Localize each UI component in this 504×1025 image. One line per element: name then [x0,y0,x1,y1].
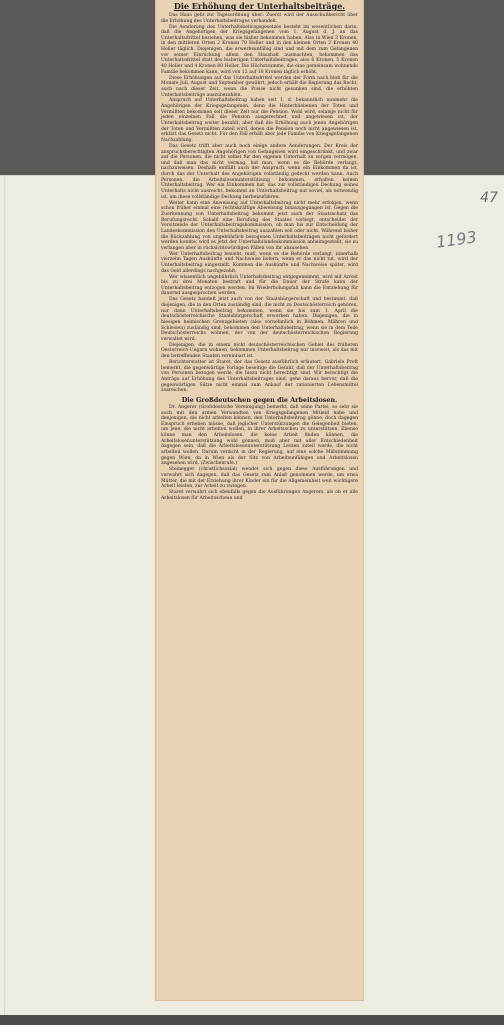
clipping-title: Die Erhöhung der Unterhaltsbeiträge. [173,1,346,11]
paragraph: Wer wissentlich ungebührlich Unterhaltsbeitrag entgegennimmt, wird mit Arrest bis zu drei Monaten bestraft und für die Dauer der Strafe kann der Unterhaltsbeitrag entzogen werden. Im Wiederholungsfall kann die Entziehung für dauernd ausgesprochen werden. [161,274,358,297]
pencil-annotation-number: 1193 [434,227,478,252]
paragraph: Berichterstatter ist Staret, der das Gesetz ausführlich erläutert. Gabriele Proft bemerkt, die gegenwärtige Vorlage beseitige die Gefahr, daß der Unterhaltsbeitrag von Personen bezogen werde, die hiezu nicht berechtigt sind. Wir berechtigt die Anträge auf Erhöhung des Unterhaltsbeitrages sind, gehe daraus hervor, daß die gegenwärtigen Sätze nicht einmal zum Ankauf der rationierten Lebensmittel ausreichen. [161,359,358,394]
paragraph: Das Haus geht zur Tagesordnung über: Zuerst wird der Ausschußbericht über die Erhöhung des Unterhaltsbeitrages verhandelt. [161,13,358,24]
paragraph: Weiter kann eine Anweisung auf Unterhaltsbeitrag nicht mehr erfolgen, wenn schon früher einmal eine rechtskräftige Abweisung hinausgegangen ist. Gegen die Zuerkennung von Unterhaltsbeitrag bekommt jetzt auch der Staatsschatz das Berufungsrecht. Sobald eine Berufung des Staates vorliegt, entscheidet der Vorsitzende der Unterhaltsbeitragskommission, ob man bis zur Entscheidung der Landeskommission den Unterhaltsbeitrag auszahlen soll oder nicht. Während bisher die Rückzahlung von ungebührlich bezogenen Unterhaltsbeiträgen nicht gefordert werden konnte, wird es jetzt der Unterhaltslandeskommission anheimgestellt, sie zu verlangen aber in rücksichtswürdigen Fällen von ihr abzusehen. [161,200,358,251]
paragraph: Staret verwahrt sich ebenfalls gegen die Ausführungen Angerers, als ob er alle Arbeitslosen für Arbeitsscheue und [161,490,358,501]
paragraph: Das Gesetz trifft aber auch noch einige andere Aenderungen. Der Kreis der anspruchsberechtigten Angehörigen von Gefangenen wird eingeschränkt, und zwar auf die Personen, die nicht selbst für den eigenen Unterhalt zu sorgen vermögen, und daß man das nicht vermag, hat man, wenn es die Behörde verlangt, nachzuweisen. Deshalb entfällt auch der Anspruch, wenn ein Einkommen da ist, durch das der Unterhalt des Angehörigen vollständig gedeckt werden kann. Auch Personen, die Arbeitslosenunterstützung bekommen, erhalten keinen Unterhaltsbeitrag. Wer ein Einkommen hat, das zur vollständigen Deckung seines Unterhalts nicht ausreicht, bekommt an Unterhaltsbeitrag nur soviel, als notwendig ist, um diese vollständige Deckung herbeizuführen. [161,143,358,200]
scan-bottom-edge [0,1015,504,1025]
paragraph: Diejenigen, die in einem nicht deutschösterreichischen Gebiet des früheren Oesterreich-Ungarn wohnen, bekommen Unterhaltsbeitrag nur insoweit, als das mit den betreffenden Staaten vereinbart ist. [161,342,358,360]
paragraph: Anspruch auf Unterhaltsbeitrag haben seit 1. d. bekanntlich nunmehr die Angehörigen der Kriegsgefangenen, denn die Hinterbliebenen der Toten und Vermißten bekommen seit dieser Zeit nur die Pension. Wohl wird, solange nicht für jeden einzelnen Fall die Pension ausgerechnet und angewiesen ist, der Unterhaltsbeitrag weiter bezahlt; aber daß die Erhöhung auch jenen Angehörigen der Toten und Vermißten zuteil wird, denen die Pension noch nicht angewiesen ist, erklärt das Gesetz nicht. Für den Fall erhält aber jede Familie von Kriegsgefangenen Nachzahlung. [161,98,358,143]
newspaper-clipping [156,0,363,1000]
section-title: Die Großdeutschen gegen die Arbeitslosen. [181,395,338,404]
paragraph: Dr. Angerer (Großdeutsche Vereinigung) bemerkt, daß seine Partei, so sehr sie auch mit den armen Verwandten von Kriegsgefangenen Mitleid habe und denjenigen, die nicht arbeiten können, den Unterhaltsbeitrag gönne, doch dagegen Einspruch erheben müsse, daß jeglicher Unterstützungen die Gelegenheit bieten, um jene, die nicht arbeiten wollen, in ihrer Arbeitsscheu zu unterstützen. Ebenso könne man den Arbeitslosen, die keine Arbeit finden können, die Arbeitslosenunterstützung wohl gönnen, muß aber mit aller Entschiedenheit dagegen sein, daß die Arbeitslosenunterstützung Leuten zuteil werde, die nicht arbeiten wollen. Darum verzicht in der Regierung, auf eine solche Mißstimmung gegen Wien, da in Wien als der Sitz von Arbeitsunfähigen und Arbeitslosen angesehen wird. (Zwischenrufe.) [161,404,358,467]
paragraph: Das Gesetz handelt jetzt auch von der Staatsbürgerschaft und bestimmt, daß diejenigen, die in den Orten zuständig sind, die nicht zu Deutschösterreich gehören, nur dann Unterhaltsbeitrag bekommen, wenn sie bis zum 1. April die deutschösterreichische Staatsbürgerschaft erworben haben. Diejenigen, die in hiesigen heimischen Grenzgebieten (also vornehmlich in Böhmen, Mähren und Schlesien) zuständig sind, bekommen den Unterhaltsbeitrag, wenn sie in dem Teile Deutschösterreichs wohnen, der von der deutschösterreichischen Regierung verwaltet wird. [161,297,358,342]
paragraph: Wer Unterhaltsbeitrag bezieht, muß, wenn es die Behörde verlangt, innerhalb vierzehn Tagen Auskünfte und Nachweise liefern; wenn er das nicht tut, wird der Unterhaltsbeitrag eingestellt. Kommen die Auskünfte und Nachweise später, wird das Geld allerdings nachgezahlt. [161,251,358,274]
paragraph: Die Aenderung des Unterhaltsbeitragsgesetzes besteht im wesentlichen darin, daß die Angehörigen der Kriegsgefangenen vom 1. August d. J. an das Unterhaltsdrittel beziehen, was sie bisher bekommen haben. Also in Wien 3 Kronen, in den mittleren Orten 2 Kronen 70 Heller und in den kleinen Orten 2 Kronen 40 Heller täglich. Diejenigen, die erwerbsunfähig sind und mit dem zum Gefangenen vor seiner Einrückung allein den Haushalt ausmachten, bekommen das Unterhaltsdrittel statt des bisherigen Unterhaltsbeitrages, also 6 Kronen, 5 Kronen 40 Heller und 4 Kronen 80 Heller. Die Höchstsumme, die eine gemeinsam wohnende Familie bekommen kann, wird von 12 auf 18 Kronen täglich erhöht. [161,24,358,75]
pencil-annotation-top: 47 [480,190,498,206]
paragraph: Steinegger (christlichsozial) wendet sich gegen diese Ausführungen und verwahrt sich dagegen, daß das Gesetz zum Anlaß genommen werde, um etwa Mütter, die mit der Erziehung ihrer Kinder ein für die Allgemeinheit weit wichtigere Arbeit leisten, zur Arbeit zu zwingen. [161,467,358,490]
paragraph: Diese Erhöhungen auf das Unterhaltsdrittel werden der Form nach bloß für die Monate Juli, August und September gewährt, jedoch erhält die Regierung das Recht, auch nach dieser Zeit, wenn die Preise nicht gesunken sind, die erhöhten Unterhaltsbeiträge auszubezahlen. [161,75,358,98]
